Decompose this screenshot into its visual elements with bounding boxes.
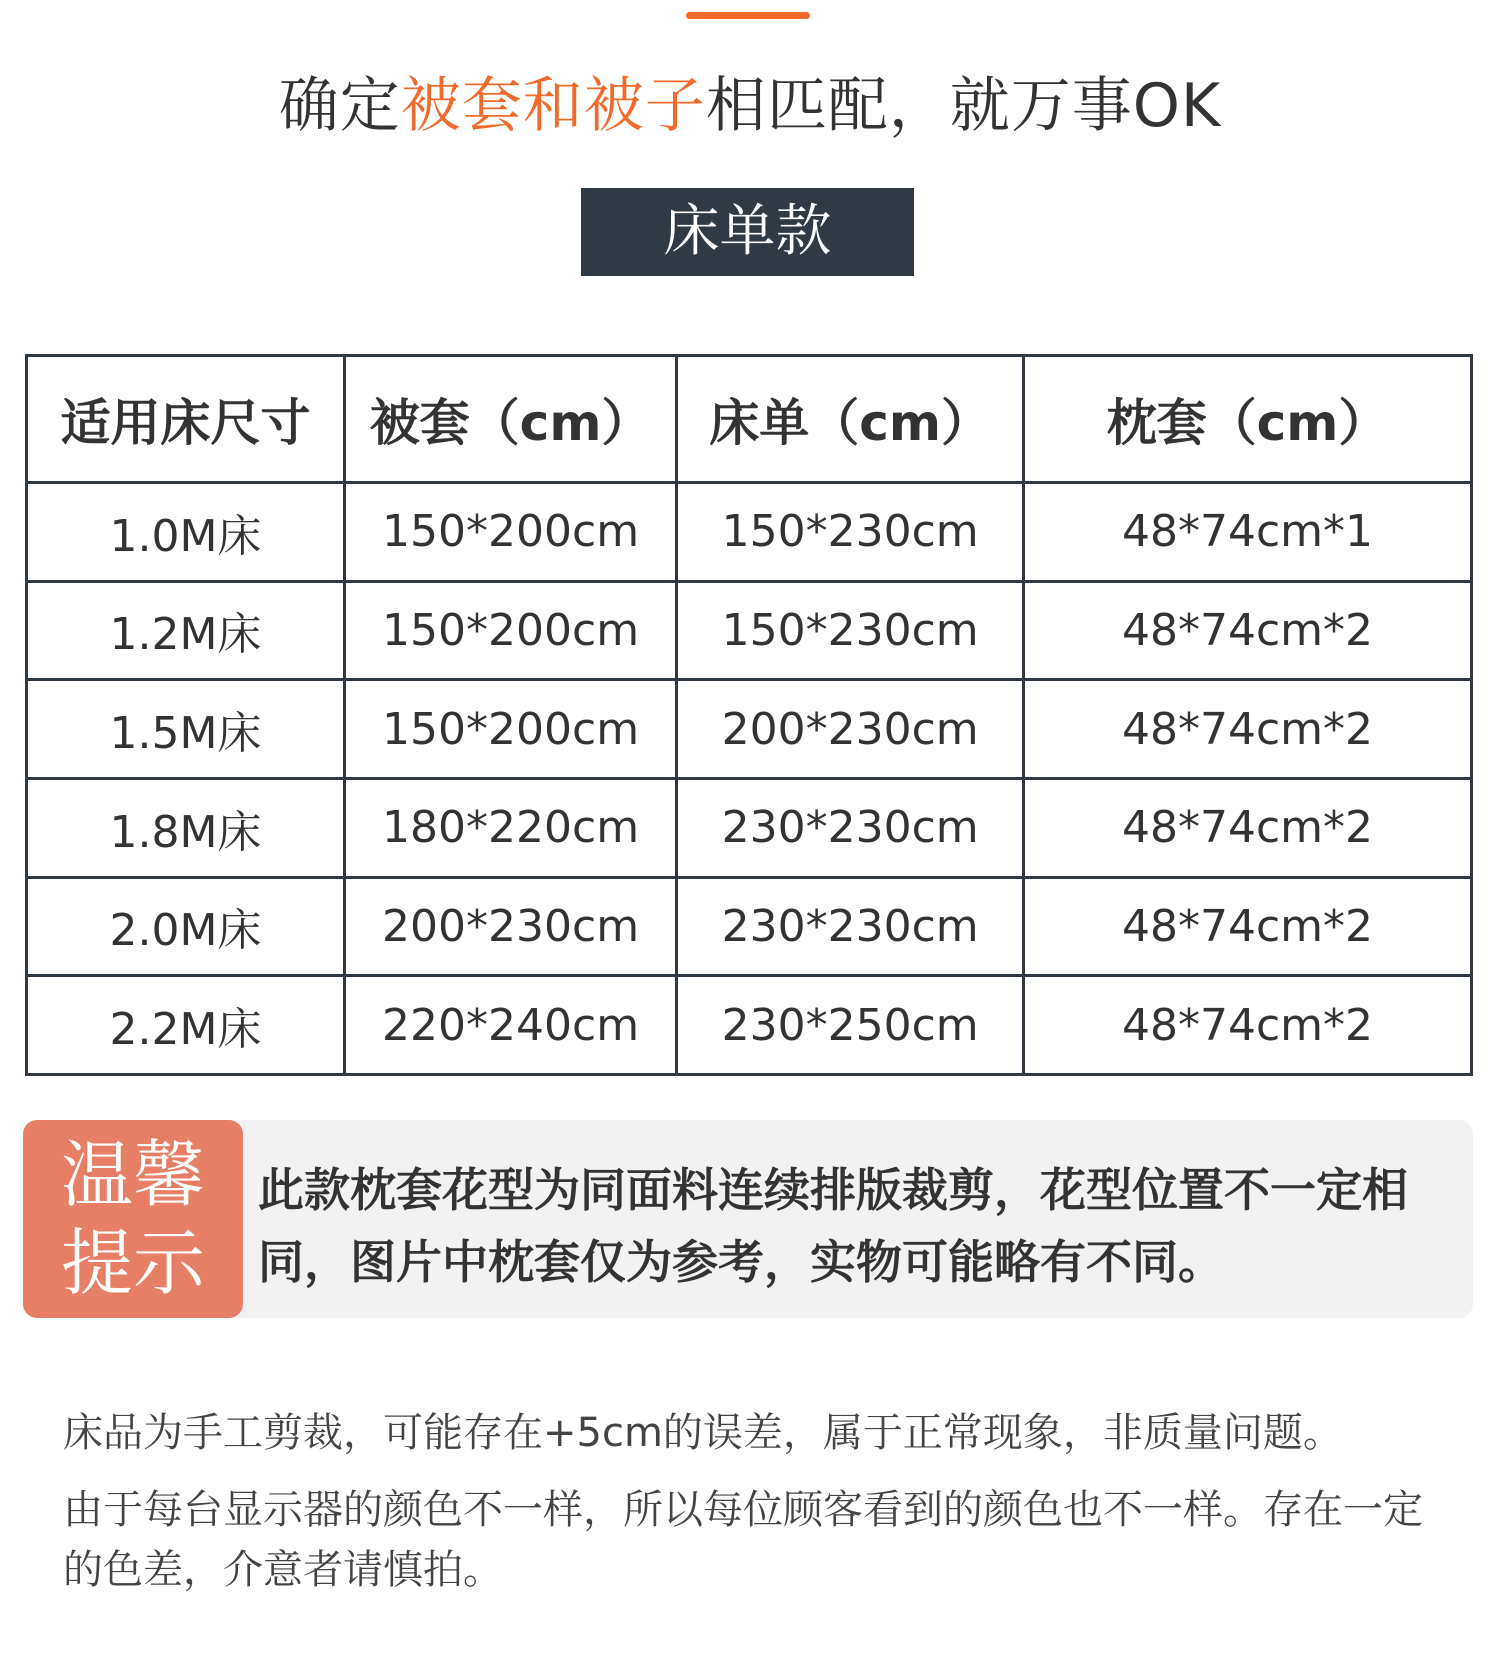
table-cell: 200*230cm <box>677 680 1024 779</box>
headline <box>0 68 1500 144</box>
table-cell: 2.2M床 <box>27 976 345 1075</box>
table-cell: 150*200cm <box>344 680 676 779</box>
table-row <box>27 680 1472 779</box>
table-row <box>27 483 1472 582</box>
table-cell: 48*74cm*1 <box>1024 483 1472 582</box>
table-cell: 1.0M床 <box>27 483 345 582</box>
headline-suffix: 相匹配，就万事OK <box>705 71 1222 141</box>
tip-label-line1: 温馨 <box>60 1133 205 1217</box>
note-line-2: 由于每台显示器的颜色不一样，所以每位顾客看到的颜色也不一样。存在一定的色差，介意者请慎拍。 <box>63 1487 1423 1593</box>
tip-box <box>23 1120 1473 1318</box>
tip-text: 此款枕套花型为同面料连续排版裁剪，花型位置不一定相同，图片中枕套仅为参考，实物可能略有不同。 <box>258 1163 1408 1289</box>
table-row <box>27 877 1472 976</box>
table-cell: 230*230cm <box>677 778 1024 877</box>
table-cell: 1.5M床 <box>27 680 345 779</box>
table-cell: 150*200cm <box>344 483 676 582</box>
size-table <box>25 354 1473 1076</box>
table-cell: 150*230cm <box>677 483 1024 582</box>
note-line-1: 床品为手工剪裁，可能存在+5cm的误差，属于正常现象，非质量问题。 <box>63 1410 1343 1456</box>
tip-label <box>23 1120 243 1318</box>
accent-bar <box>686 12 810 19</box>
headline-prefix: 确定 <box>278 71 401 141</box>
table-cell: 1.8M床 <box>27 778 345 877</box>
table-cell: 180*220cm <box>344 778 676 877</box>
table-cell: 200*230cm <box>344 877 676 976</box>
table-cell: 48*74cm*2 <box>1024 581 1472 680</box>
headline-highlight: 被套和被子 <box>400 71 706 141</box>
table-cell: 48*74cm*2 <box>1024 680 1472 779</box>
column-header: 枕套（cm） <box>1024 356 1472 483</box>
table-cell: 2.0M床 <box>27 877 345 976</box>
table-cell: 150*200cm <box>344 581 676 680</box>
notes <box>63 1405 1453 1600</box>
table-cell: 48*74cm*2 <box>1024 877 1472 976</box>
table-row <box>27 976 1472 1075</box>
column-header: 床单（cm） <box>677 356 1024 483</box>
table-cell: 48*74cm*2 <box>1024 778 1472 877</box>
table-row <box>27 778 1472 877</box>
table-cell: 1.2M床 <box>27 581 345 680</box>
section-badge: 床单款 <box>581 188 914 276</box>
table-cell: 220*240cm <box>344 976 676 1075</box>
table-cell: 48*74cm*2 <box>1024 976 1472 1075</box>
table-cell: 230*250cm <box>677 976 1024 1075</box>
table-row <box>27 581 1472 680</box>
column-header: 适用床尺寸 <box>27 356 345 483</box>
tip-label-line2: 提示 <box>60 1221 205 1305</box>
table-cell: 230*230cm <box>677 877 1024 976</box>
table-header-row <box>27 356 1472 483</box>
table-cell: 150*230cm <box>677 581 1024 680</box>
column-header: 被套（cm） <box>344 356 676 483</box>
